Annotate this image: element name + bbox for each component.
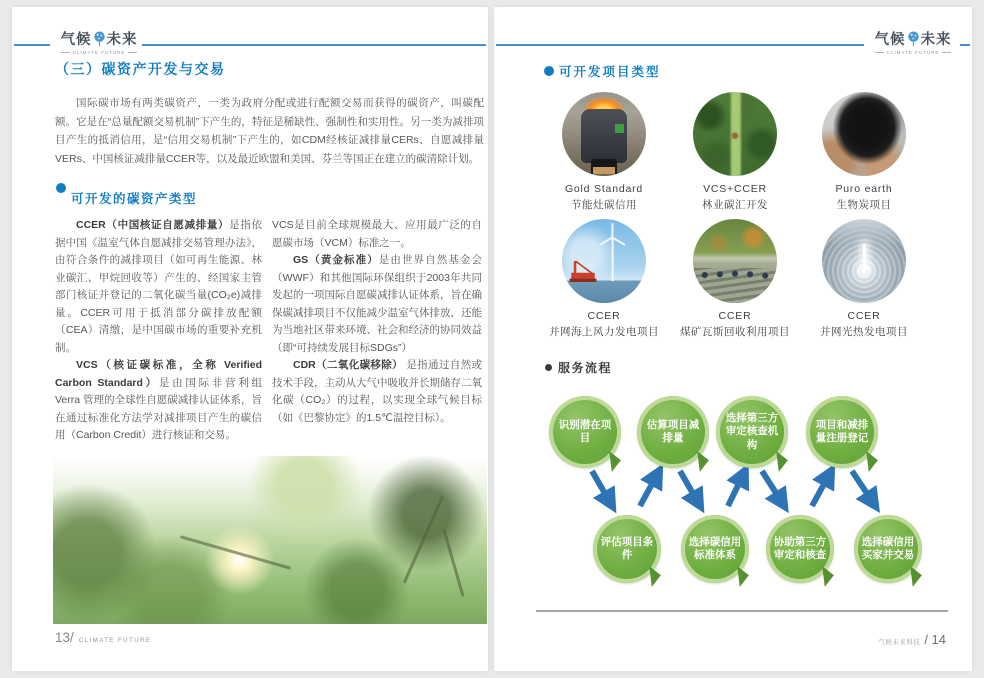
header-line-right-long [496, 44, 864, 46]
paragraph-cdr [272, 357, 482, 427]
process-step-6: 协助第三方审定和核查 [766, 515, 834, 583]
project-subtitle: 并网海上风力发电项目 [549, 326, 659, 338]
section-title-carbon-asset: （三）碳资产开发与交易 [55, 61, 226, 77]
project-title: CCER [847, 310, 881, 322]
pipes-decor [693, 268, 777, 303]
header-line-left-short [14, 44, 50, 46]
process-step-4: 选择碳信用标准体系 [681, 515, 749, 583]
methane-recovery-photo [693, 219, 777, 303]
paragraph-vcs-continued: VCS是目前全球规模最大、应用最广泛的自愿碳市场（VCM）标准之一。 [272, 219, 482, 249]
tree-canopy-sunburst-photo [53, 456, 487, 624]
bullet-dot-icon [545, 364, 552, 371]
logo-cn-right: 未来 [920, 32, 952, 48]
label-decor [615, 124, 624, 133]
bullet-dot-icon [544, 66, 554, 76]
turbine-vessel-decor [562, 219, 646, 303]
offshore-wind-photo [562, 219, 646, 303]
logo-cn-right: 未来 [106, 32, 138, 48]
gs-term: GS（黄金标准） [293, 254, 379, 266]
ccer-term: CCER（中国核证自愿减排量） [76, 219, 230, 231]
process-title: 服务流程 [558, 361, 613, 375]
footer-brand-text: 气候未来科技 [878, 639, 921, 646]
subsection-title: 可开发的碳资产类型 [71, 192, 198, 206]
logo-cn-left: 气候 [60, 32, 92, 48]
page-number: 13/ [55, 630, 74, 645]
process-step-7: 项目和减排量注册登记 [806, 396, 878, 468]
footer-divider-line [536, 610, 948, 612]
forest-aerial-photo [693, 92, 777, 176]
brand-logo [868, 28, 958, 55]
biochar-hand-photo [822, 92, 906, 176]
vcs-term: VCS（核证碳标准，全称 Verified Carbon Standard） [55, 359, 262, 389]
page-number: / 14 [924, 632, 946, 647]
paragraph-vcs [55, 357, 262, 445]
logo-subtitle: CLIMATE FUTURE [868, 50, 958, 55]
branch-decor [180, 535, 291, 569]
project-title: VCS+CCER [703, 183, 767, 195]
section-title: 可开发项目类型 [559, 65, 661, 79]
project-subtitle: 节能灶碳信用 [571, 199, 637, 211]
project-card-forestry [660, 92, 810, 212]
branch-decor [403, 495, 444, 583]
logo-cn-left: 气候 [874, 32, 906, 48]
project-card-coal-methane [660, 219, 810, 339]
section-service-process [545, 359, 612, 376]
subsection-carbon-asset-types [56, 185, 197, 207]
process-step-1: 识别潜在项目 [549, 396, 621, 468]
text-column-1 [55, 217, 262, 445]
process-step-2: 评估项目条件 [593, 515, 661, 583]
ccer-definition: 是指依据中国《温室气体自愿减排交易管理办法》，由符合条件的减排项目（如可再生能源、林业碳汇、甲烷回收等）产生的、经国家主管部门核证并登记的二氧化碳当量(CO₂e)减排量。CCER可用于抵消部分碳排放配额（CEA）清缴，是中国碳市场的重要补充机制。 [55, 219, 262, 354]
project-subtitle: 并网光热发电项目 [820, 326, 908, 338]
page-footer-left [55, 629, 151, 647]
vcs-definition: 是由国际非营利组 Verra 管理的全球性自愿碳减排认证体系，旨在通过标准化方法学对减排项目产生的碳信用（Carbon Credit）进行核证和交易。 [55, 376, 262, 441]
text-column-2 [272, 217, 482, 427]
project-title: CCER [587, 310, 621, 322]
paragraph-gs [272, 252, 482, 357]
project-card-cookstove [529, 92, 679, 212]
page-footer-right [878, 632, 946, 647]
cdr-term: CDR（二氧化碳移除） [293, 359, 404, 371]
project-card-solar-thermal [789, 219, 939, 339]
process-step-8: 选择碳信用买家并交易 [854, 515, 922, 583]
tower-decor [863, 244, 866, 271]
project-title: Puro earth [835, 183, 893, 195]
brand-logo-text [54, 28, 144, 49]
balloon-icon [93, 30, 106, 47]
brand-logo-text [868, 28, 958, 49]
page-right [494, 7, 972, 671]
paragraph-ccer [55, 217, 262, 357]
page-left [12, 7, 488, 671]
project-subtitle: 煤矿瓦斯回收利用项目 [680, 326, 790, 338]
brand-logo [54, 28, 144, 55]
project-title: CCER [718, 310, 752, 322]
intro-paragraph: 国际碳市场有两类碳资产，一类为政府分配或进行配额交易而获得的碳资产，叫碳配额。它是在“总量配额交易机制”下产生的，特征是稀缺性、强制性和实用性。另一类为减排项目产生的抵消信用，是“信用交易机制”下产生的，如CDM经核证减排量CERs、自愿减排量VERs、中国核证减排量CCER等，以及最近欧盟和美国、芬兰等国正在建立的碳清除计划。 [55, 97, 484, 165]
project-subtitle: 林业碳汇开发 [702, 199, 768, 211]
cdr-definition: 是指通过自然或技术手段，主动从大气中吸收并长期储存二氧化碳（CO₂）的过程，以实现全球气候目标（如《巴黎协定》的1.5℃温控目标）。 [272, 359, 482, 424]
footer-brand-text: CLIMATE FUTURE [78, 637, 152, 644]
logo-subtitle: CLIMATE FUTURE [54, 50, 144, 55]
branch-decor [442, 529, 464, 597]
project-card-biochar [789, 92, 939, 212]
project-subtitle: 生物炭项目 [836, 199, 892, 211]
gs-definition: 是由世界自然基金会（WWF）和其他国际环保组织于2003年共同发起的一项国际自愿碳减排认证体系，旨在确保碳减排项目不仅能减少温室气体排放，还能为当地社区带来环境、社会和经济的协同效益（即“可持续发展目标SDGs”） [272, 254, 483, 354]
header-line-right-short [960, 44, 970, 46]
section-project-types [544, 62, 661, 80]
balloon-icon [907, 30, 920, 47]
project-title: Gold Standard [564, 183, 644, 195]
header-line-left-long [142, 44, 486, 46]
project-card-offshore-wind [529, 219, 679, 339]
stove-body-decor [581, 109, 626, 163]
process-step-5: 选择第三方审定核查机构 [716, 396, 788, 468]
process-step-3: 估算项目减排量 [637, 396, 709, 468]
bullet-dot-icon [56, 183, 66, 193]
cookstove-photo [562, 92, 646, 176]
wood-decor [593, 167, 615, 175]
solar-thermal-photo [822, 219, 906, 303]
